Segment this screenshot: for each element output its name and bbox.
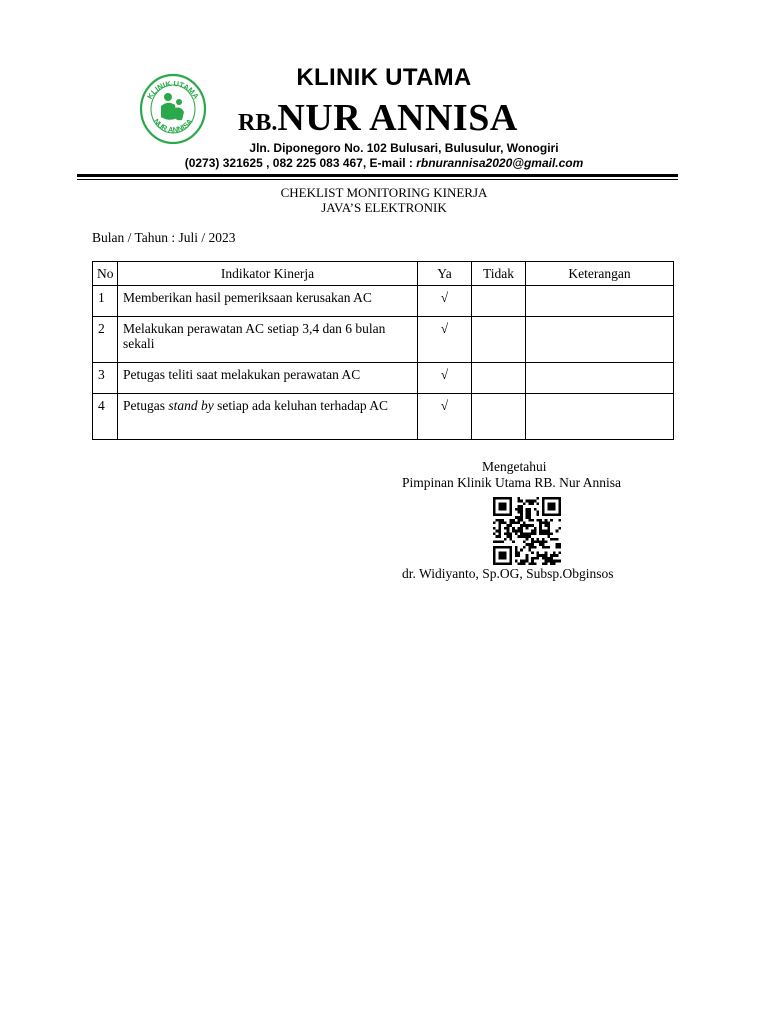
row-tidak [472,394,526,440]
header-rule-thin [77,179,678,180]
acknowledged-label: Mengetahui [482,459,547,474]
row-no: 2 [93,317,118,363]
row-no: 1 [93,286,118,317]
row-keterangan [526,317,674,363]
row-keterangan [526,286,674,317]
signer-name: dr. Widiyanto, Sp.OG, Subsp.Obginsos [402,566,614,581]
indicator-text: Petugas [123,398,169,413]
row-ya-check: √ [418,286,472,317]
clinic-email: rbnurannisa2020@gmail.com [416,156,584,170]
row-indicator [118,363,418,394]
row-tidak [472,317,526,363]
row-indicator [118,286,418,317]
indicator-text: Melakukan perawatan AC setiap 3,4 dan 6 bulan sekali [123,321,386,351]
indicator-text-after: setiap ada keluhan terhadap AC [213,398,389,413]
row-keterangan [526,394,674,440]
table-row [93,363,674,394]
document-title-line1: CHEKLIST MONITORING KINERJA [280,185,488,200]
brand-prefix: RB. [238,110,278,136]
document-title-line2: JAVA’S ELEKTRONIK [321,200,447,215]
header-tidak: Tidak [472,262,526,286]
row-tidak [472,286,526,317]
logo-bottom-text: NUR ANNISA [151,117,195,135]
indicator-text: Petugas teliti saat melakukan perawatan AC [123,367,361,382]
row-indicator [118,317,418,363]
row-no: 3 [93,363,118,394]
row-ya-check: √ [418,317,472,363]
row-ya-check: √ [418,394,472,440]
indicator-italic-text: stand by [168,398,214,413]
row-tidak [472,363,526,394]
checklist-table [92,261,674,440]
table-header-row [93,262,674,286]
row-no: 4 [93,394,118,440]
row-indicator [118,394,418,440]
header-no: No [93,262,118,286]
clinic-brand [238,96,518,140]
signature-qr-code [488,497,566,565]
indicator-text: Memberikan hasil pemeriksaan kerusakan AC [123,290,372,305]
table-row [93,394,674,440]
period-label: Bulan / Tahun : Juli / 2023 [92,230,236,245]
clinic-address: Jln. Diponegoro No. 102 Bulusari, Bulusulur, Wonogiri [249,141,559,155]
row-keterangan [526,363,674,394]
logo-top-text: KLINIK UTAMA [145,78,201,101]
signer-position: Pimpinan Klinik Utama RB. Nur Annisa [402,475,621,490]
clinic-phones: (0273) 321625 , 082 225 083 467, E-mail : [184,156,417,170]
header-keterangan: Keterangan [526,262,674,286]
brand-name: NUR ANNISA [277,97,518,139]
row-ya-check: √ [418,363,472,394]
clinic-type: KLINIK UTAMA [296,64,472,91]
clinic-contact [0,156,768,170]
table-row [93,286,674,317]
header-ya: Ya [418,262,472,286]
table-row [93,317,674,363]
header-rule-thick [77,174,678,177]
header-indicator: Indikator Kinerja [118,262,418,286]
